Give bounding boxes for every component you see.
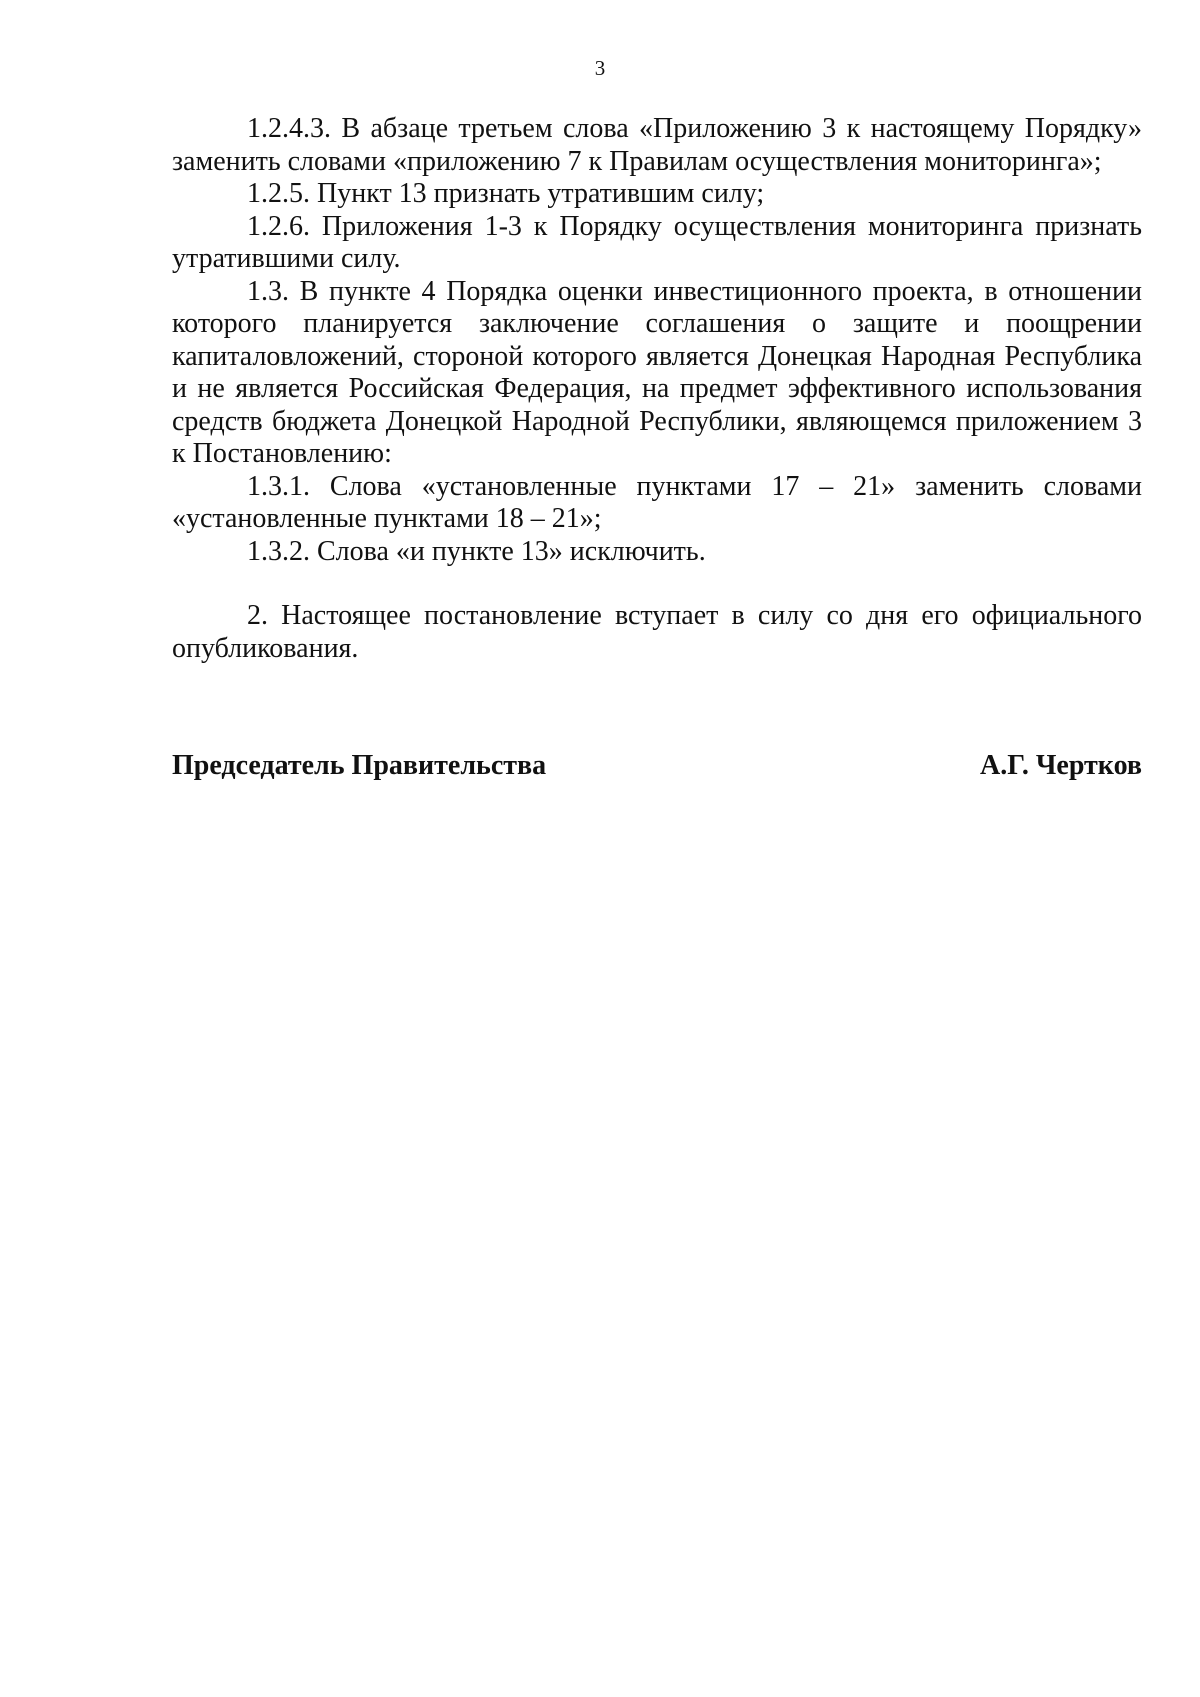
paragraph-1-2-5: 1.2.5. Пункт 13 признать утратившим силу;	[247, 178, 765, 209]
page-number: 3	[594, 56, 606, 80]
signatory-name: А.Г. Чертков	[980, 750, 1142, 781]
paragraph-1-3: 1.3. В пункте 4 Порядка оценки инвестиционного проекта, в отношении которого планируется заключение соглашения о защите и поощрении капиталовложений, стороной которого является Донецкая Народная Республика и не является Российская Федерация, на предмет эффективного использования средств бюджета Донецкой Народной Республики, являющемся приложением 3 к Постановлению:	[172, 275, 1142, 469]
document-body	[172, 113, 1142, 665]
paragraph-1-2-6: 1.2.6. Приложения 1-3 к Порядку осуществления мониторинга признать утратившими силу.	[172, 210, 1142, 274]
paragraph-1-3-2: 1.3.2. Слова «и пункте 13» исключить.	[247, 535, 706, 567]
paragraph-1-2-4-3: 1.2.4.3. В абзаце третьем слова «Приложению 3 к настоящему Порядку» заменить словами «приложению 7 к Правилам осуществления мониторинга»;	[172, 113, 1142, 177]
signature-block	[172, 750, 1142, 782]
signatory-position: Председатель Правительства	[172, 750, 547, 781]
paragraph-1-3-1: 1.3.1. Слова «установленные пунктами 17 – 21» заменить словами «установленные пунктами 18 – 21»;	[172, 470, 1142, 534]
paragraph-2: 2. Настоящее постановление вступает в силу со дня его официального опубликования.	[172, 600, 1142, 664]
